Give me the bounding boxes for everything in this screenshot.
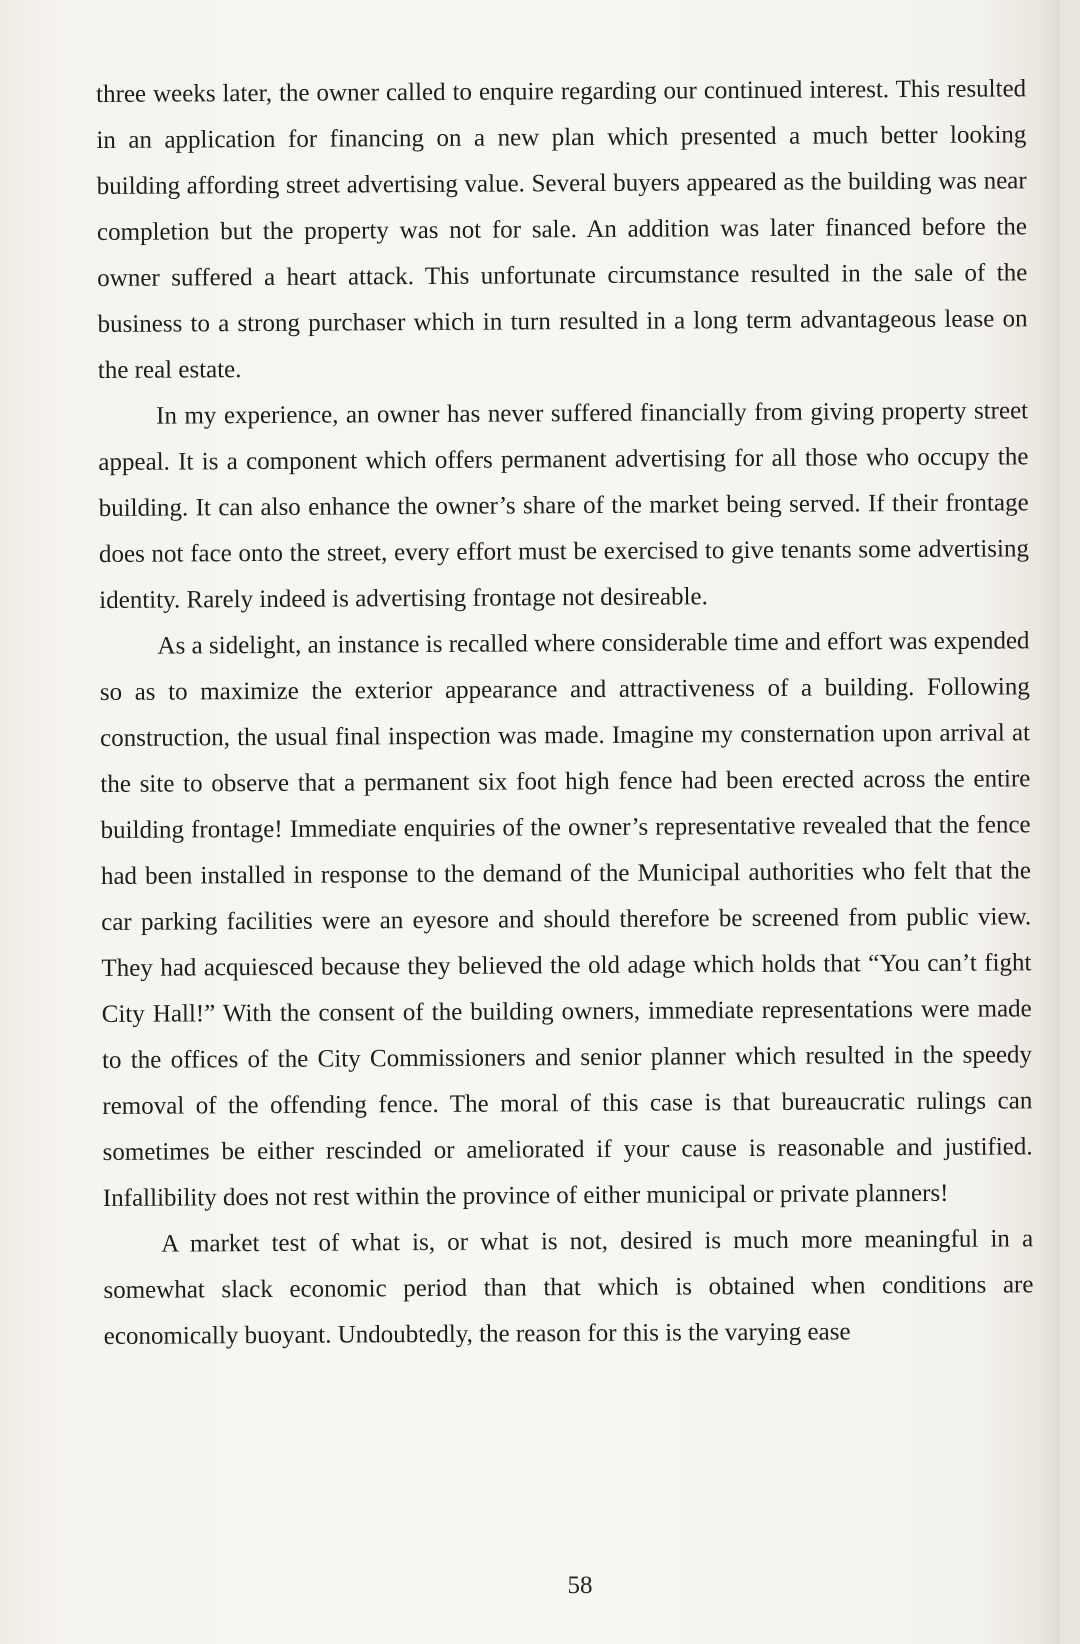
body-text bbox=[96, 66, 1034, 1360]
paragraph-street-appeal: In my experience, an owner has never suffered financially from giving property street appeal. It is a component which offers permanent advertising for all those who occupy the building. It can also enhance the owner’s share of the market being served. If their frontage does not face onto the street, every effort must be exercised to give tenants some advertising identity. Rarely indeed is advertising frontage not desireable. bbox=[98, 397, 1030, 614]
page-edge bbox=[1040, 0, 1060, 1644]
page-number: 58 bbox=[567, 1572, 593, 1599]
paragraph-market-test: A market test of what is, or what is not, desired is much more meaningful in a somewhat slack economic period than that which is obtained when conditions are economically buoyant. Undoubtedly, the reason for this is the varying ease bbox=[103, 1225, 1034, 1350]
paragraph-continued: three weeks later, the owner called to enquire regarding our continued interest. This resulted in an application for financing on a new plan which presented a much better looking building affording street advertising value. Several buyers appeared as the building was near completion but the property was not for sale. An addition was later financed before the owner suffered a heart attack. This unfortunate circumstance resulted in the sale of the business to a strong purchaser which in turn resulted in a long term advantageous lease on the real estate. bbox=[96, 75, 1028, 384]
paragraph-fence-anecdote: As a sidelight, an instance is recalled where considerable time and effort was expended so as to maximize the exterior appearance and attractiveness of a building. Following construction, the usual final inspection was made. Imagine my consternation upon arrival at the site to observe that a permanent six foot high fence had been erected across the entire building frontage! Immediate enquiries of the owner’s representative revealed that the fence had been installed in response to the demand of the Municipal authorities who felt that the car parking facilities were an eyesore and should therefore be screened from public view. They had acquiesced because they believed the old adage which holds that “You can’t fight City Hall!” With the consent of the building owners, immediate representations were made to the offices of the City Commissioners and senior planner which resulted in the speedy removal of the offending fence. The moral of this case is that bureaucratic rulings can sometimes be either rescinded or ameliorated if your cause is reasonable and justified. Infallibility does not rest within the province of either municipal or private planners! bbox=[99, 627, 1033, 1212]
